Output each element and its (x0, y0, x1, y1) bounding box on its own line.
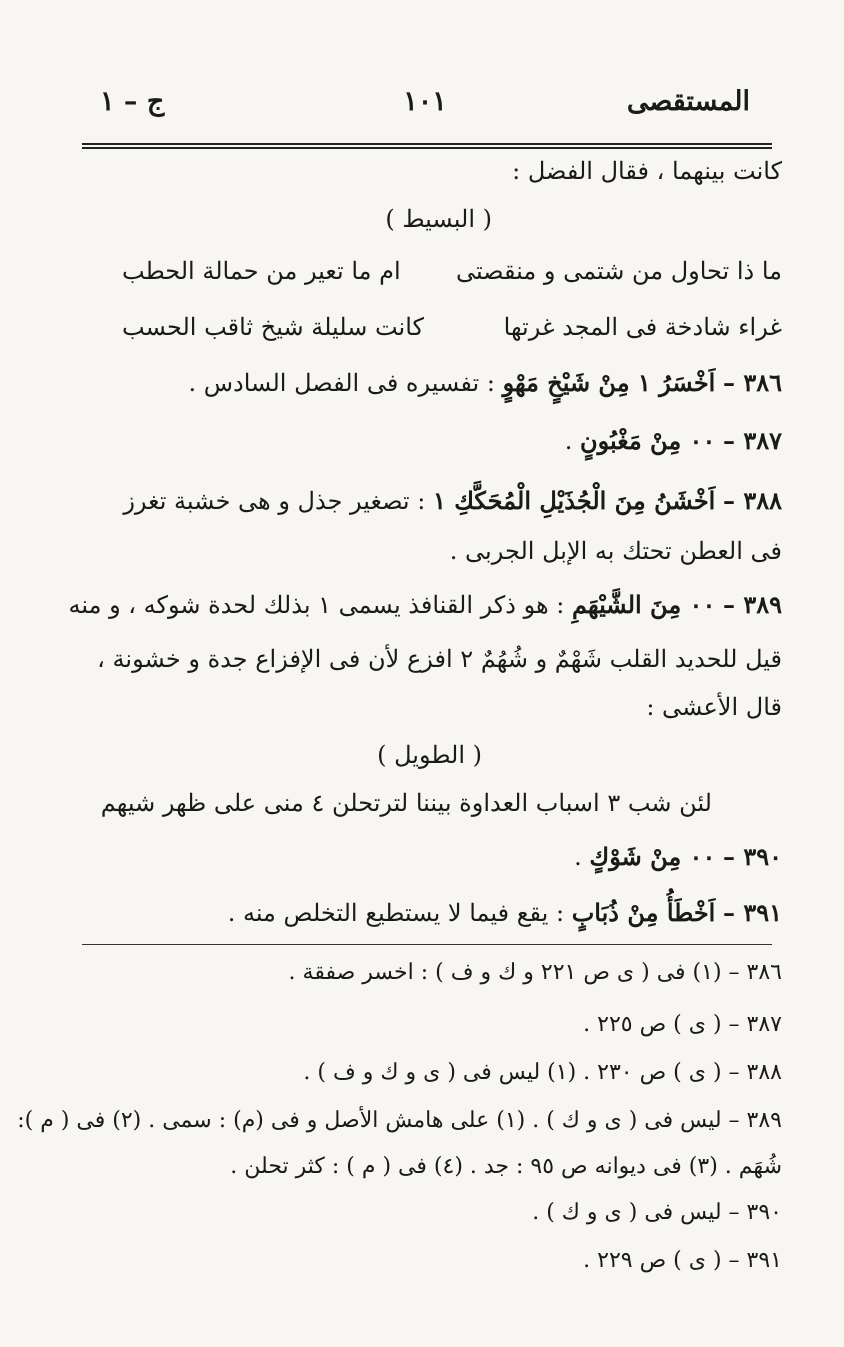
entry-text: قال الأعشى : (646, 693, 782, 721)
entry-389 (68, 590, 782, 619)
entry-number: ٣٩١ – (722, 898, 782, 927)
entry-number: ٣٨٧ – (722, 426, 782, 455)
proverb-head: ٠٠ مِنْ شَوْكٍ (589, 842, 716, 871)
entry-text: . (574, 843, 582, 871)
entry-number: ٣٨٩ – (722, 590, 782, 619)
volume-label: ج – ١ (100, 86, 165, 117)
entry-number: ٣٩٠ – (722, 842, 782, 871)
intro-line: كانت بينهما ، فقال الفضل : (512, 157, 782, 185)
entry-text: قيل للحديد القلب شَهْمٌ و شُهُمٌ ٢ افزع لأن فى الإفزاع جدة و خشونة ، (97, 645, 782, 673)
header-rule (82, 143, 772, 149)
hemistich-left: ام ما تعير من حمالة الحطب (122, 257, 401, 285)
footnote: ٣٩٠ – ليس فى ( ى و ك ) . (532, 1200, 782, 1225)
proverb-head: ٠٠ مِنْ مَغْبُونٍ (580, 426, 716, 455)
entry-text: : يقع فيما لا يستطيع التخلص منه . (227, 899, 565, 927)
proverb-head: اَخْطَأُ مِنْ ذُبَابٍ (571, 898, 716, 927)
running-header (100, 86, 750, 126)
entry-number: ٣٨٨ – (722, 486, 782, 515)
entry-text: : تصغير جذل و هى خشبة تغرز (123, 487, 426, 515)
footnote-rule (82, 944, 772, 945)
entry-389-cont (97, 647, 782, 671)
entry-388-cont (450, 539, 782, 563)
entry-text: : تفسيره فى الفصل السادس . (188, 369, 495, 397)
footnote: ٣٨٨ – ( ى ) ص ٢٣٠ . (١) ليس فى ( ى و ك و ف ) . (303, 1060, 782, 1085)
entry-390 (574, 842, 782, 871)
page-number: ١٠١ (403, 86, 447, 117)
meter-label: ( البسيط ) (385, 205, 492, 233)
footnote: شُهَم . (٣) فى ديوانه ص ٩٥ : جد . (٤) فى ( م ) : كثر تحلن . (230, 1154, 782, 1179)
entry-391 (227, 898, 782, 927)
proverb-head: ٠٠ مِنَ الشَّيْهَمِ (572, 590, 716, 619)
book-title: المستقصى (626, 86, 750, 117)
entry-number: ٣٨٦ – (722, 368, 782, 397)
entry-386 (188, 368, 783, 397)
footnote: ٣٩١ – ( ى ) ص ٢٢٩ . (583, 1248, 782, 1273)
entry-text: : هو ذكر القنافذ يسمى ١ بذلك لحدة شوكه ، و منه (68, 591, 565, 619)
entry-389-cont (646, 695, 782, 719)
footnote: ٣٨٦ – (١) فى ( ى ص ٢٢١ و ك و ف ) : اخسر صفقة . (288, 960, 782, 985)
proverb-head: اَخْشَنُ مِنَ الْجُذَيْلِ الْمُحَكَّكِ ١ (432, 486, 716, 515)
hemistich-left: كانت سليلة شيخ ثاقب الحسب (122, 313, 424, 341)
hemistich-right: غراء شادخة فى المجد غرتها (503, 313, 782, 341)
footnote: ٣٨٩ – ليس فى ( ى و ك ) . (١) على هامش الأصل و فى (م) : سمى . (٢) فى ( م ): (17, 1108, 782, 1133)
poem-verse: لئن شب ٣ اسباب العداوة بيننا لترتحلن ٤ منى على ظهر شيهم (100, 789, 712, 817)
entry-text: . (564, 427, 573, 455)
meter-label: ( الطويل ) (377, 741, 482, 769)
entry-388 (123, 486, 782, 515)
proverb-head: اَخْسَرُ ١ مِنْ شَيْخٍ مَهْوٍ (502, 368, 716, 397)
hemistich-right: ما ذا تحاول من شتمى و منقصتى (455, 257, 782, 285)
entry-387 (564, 426, 782, 455)
footnote: ٣٨٧ – ( ى ) ص ٢٢٥ . (583, 1012, 782, 1037)
entry-text: فى العطن تحتك به الإبل الجربى . (449, 537, 782, 565)
